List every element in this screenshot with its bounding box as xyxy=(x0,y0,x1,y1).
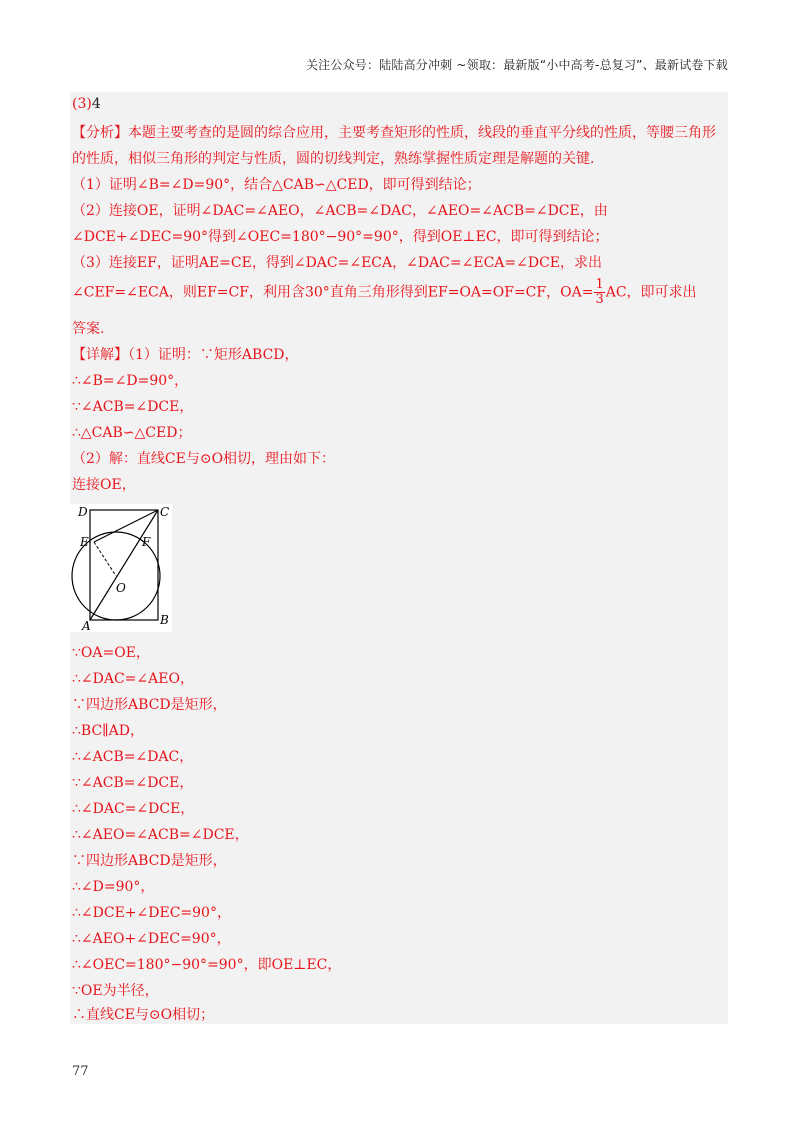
detail-s5: （2）解：直线CE与⊙O相切，理由如下： xyxy=(72,451,336,467)
analysis-p2b: ∠DCE+∠DEC=90°得到∠OEC=180°−90°=90°，得到OE⊥EC，即可得到结论； xyxy=(72,229,609,245)
detail-t4: ∴BC∥AD， xyxy=(72,723,144,739)
analysis-p3c: 答案. xyxy=(72,321,105,337)
detail-s1: 【详解】（1）证明：∵矩形ABCD， xyxy=(72,347,299,363)
detail-s3: ∵∠ACB=∠DCE， xyxy=(72,399,194,415)
answer-prefix: (3) xyxy=(72,96,92,112)
detail-s4: ∴△CAB∽△CED； xyxy=(72,425,192,441)
analysis-p2a: （2）连接OE，证明∠DAC=∠AEO，∠ACB=∠DAC，∠AEO=∠ACB=∠DCE，由 xyxy=(72,203,608,219)
rectangle-circle-diagram xyxy=(70,504,172,632)
detail-t12: ∴∠AEO+∠DEC=90°， xyxy=(72,931,231,947)
detail-title: 【详解】 xyxy=(72,347,128,363)
analysis-p3b: ∠CEF=∠ECA，则EF=CF，利用含30°直角三角形得到EF=OA=OF=CF，OA= $\frac{1}{3}$ AC，即可求出 xyxy=(72,277,697,307)
answer-value: 4 xyxy=(91,96,101,112)
detail-t13: ∴∠OEC=180°−90°=90°，即OE⊥EC， xyxy=(72,957,342,973)
detail-t10: ∴∠D=90°， xyxy=(72,879,155,895)
analysis-p3a: （3）连接EF，证明AE=CE，得到∠DAC=∠ECA，∠DAC=∠ECA=∠DCE，求出 xyxy=(72,255,603,271)
label-b: B xyxy=(160,613,169,627)
analysis-p1: （1）证明∠B=∠D=90°，结合△CAB∽△CED，即可得到结论； xyxy=(72,177,481,193)
label-a: A xyxy=(82,619,91,632)
page-header: 关注公众号：陆陆高分冲刺 ~领取：最新版“小中高考-总复习”、最新试卷下载 xyxy=(305,58,728,72)
label-o: O xyxy=(116,581,126,595)
detail-s2: ∴∠B=∠D=90°， xyxy=(72,373,189,389)
detail-t15: ∴直线CE与⊙O相切； xyxy=(72,1007,215,1023)
label-d: D xyxy=(78,505,88,519)
detail-t2: ∴∠DAC=∠AEO， xyxy=(72,671,194,687)
label-f: F xyxy=(142,535,151,549)
detail-t14: ∵OE为半径， xyxy=(72,983,159,999)
segment-oe xyxy=(94,542,116,576)
detail-t9: ∵四边形ABCD是矩形， xyxy=(72,853,227,869)
detail-t1: ∵OA=OE， xyxy=(72,645,150,661)
solution-panel xyxy=(70,92,728,1024)
label-c: C xyxy=(160,505,170,519)
geometry-figure xyxy=(70,504,172,632)
analysis-title: 【分析】 xyxy=(72,125,128,141)
label-e: E xyxy=(80,535,89,549)
detail-t5: ∴∠ACB=∠DAC， xyxy=(72,749,194,765)
detail-t7: ∴∠DAC=∠DCE， xyxy=(72,801,195,817)
fraction-one-third: $\frac{1}{3}$ xyxy=(595,277,604,307)
answer-line xyxy=(72,96,101,112)
detail-t3: ∵四边形ABCD是矩形， xyxy=(72,697,227,713)
detail-t6: ∵∠ACB=∠DCE， xyxy=(72,775,194,791)
analysis-intro-2: 的性质，相似三角形的判定与性质，圆的切线判定，熟练掌握性质定理是解题的关键. xyxy=(72,151,595,167)
detail-t11: ∴∠DCE+∠DEC=90°， xyxy=(72,905,231,921)
detail-t8: ∴∠AEO=∠ACB=∠DCE， xyxy=(72,827,249,843)
page-number: 77 xyxy=(72,1064,89,1079)
analysis-intro-1: 【分析】本题主要考查的是圆的综合应用，主要考查矩形的性质，线段的垂直平分线的性质，等腰三角形 xyxy=(72,125,716,141)
detail-s6: 连接OE， xyxy=(72,477,136,493)
